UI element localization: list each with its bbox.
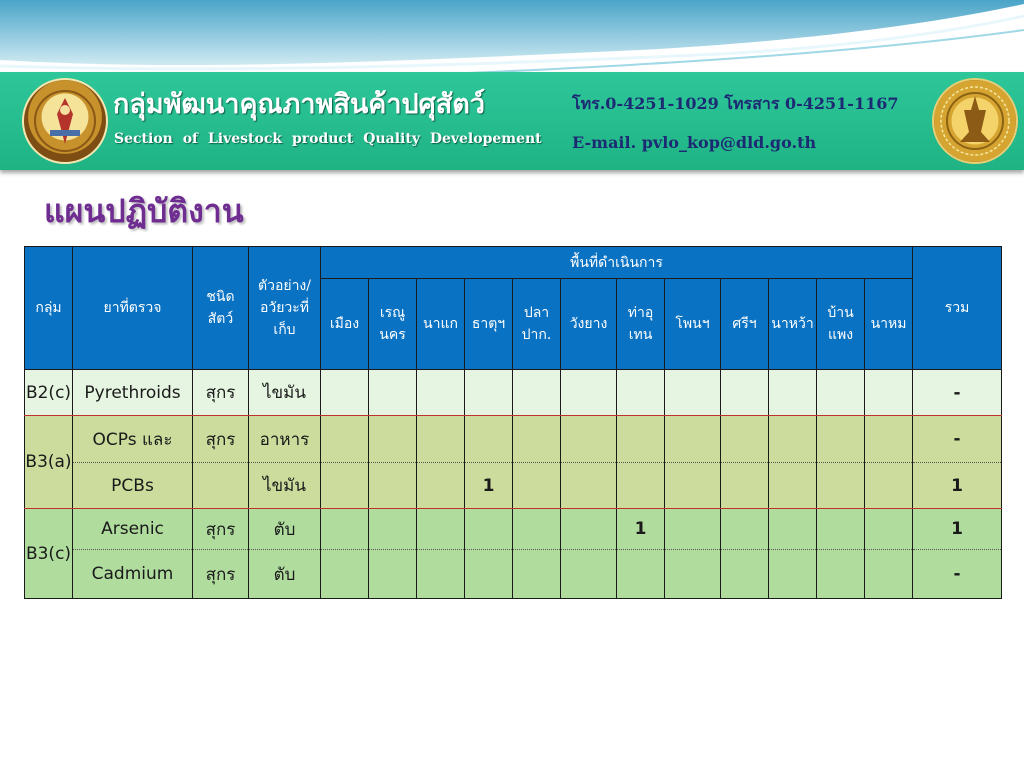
table-row	[25, 550, 1002, 599]
header-district: โพนฯ	[665, 279, 721, 370]
table-row	[25, 370, 1002, 416]
royal-emblem-icon	[22, 78, 108, 164]
department-seal-icon	[932, 78, 1018, 164]
district-count	[465, 370, 513, 416]
district-count	[665, 463, 721, 509]
group-code: B3(a)	[25, 416, 73, 509]
sample-type: ไขมัน	[249, 463, 321, 509]
group-code: B3(c)	[25, 509, 73, 599]
banner-title-thai: กลุ่มพัฒนาคุณภาพสินค้าปศุสัตว์	[113, 89, 485, 120]
district-count	[865, 416, 913, 463]
district-count	[513, 416, 561, 463]
banner-title-english: Section of Livestock product Quality Developement	[114, 131, 542, 147]
district-count	[321, 550, 369, 599]
district-count	[321, 416, 369, 463]
row-total: 1	[913, 463, 1002, 509]
district-count	[721, 509, 769, 550]
district-count	[769, 509, 817, 550]
row-total: 1	[913, 509, 1002, 550]
header-district: บ้าน แพง	[817, 279, 865, 370]
district-count	[321, 509, 369, 550]
district-count	[769, 550, 817, 599]
header-district: นาหว้า	[769, 279, 817, 370]
district-count	[721, 550, 769, 599]
header-district: วังยาง	[561, 279, 617, 370]
district-count	[865, 509, 913, 550]
header-group: กลุ่ม	[25, 247, 73, 370]
district-count	[369, 550, 417, 599]
drug-name: Pyrethroids	[73, 370, 193, 416]
animal-type	[193, 463, 249, 509]
district-count	[617, 463, 665, 509]
header-area: พื้นที่ดำเนินการ	[321, 247, 913, 279]
district-count	[513, 370, 561, 416]
animal-type: สุกร	[193, 550, 249, 599]
drug-name: PCBs	[73, 463, 193, 509]
district-count	[817, 416, 865, 463]
district-count	[465, 550, 513, 599]
district-count	[417, 370, 465, 416]
contact-email: E-mail. pvlo_kop@dld.go.th	[572, 133, 817, 152]
district-count	[465, 416, 513, 463]
header-total: รวม	[913, 247, 1002, 370]
table-row	[25, 509, 1002, 550]
header-district: ปลา ปาก.	[513, 279, 561, 370]
header-district: ท่าอุ เทน	[617, 279, 665, 370]
district-count	[369, 509, 417, 550]
district-count	[721, 370, 769, 416]
district-count	[561, 370, 617, 416]
district-count	[817, 463, 865, 509]
header-district: ธาตุฯ	[465, 279, 513, 370]
district-count	[417, 509, 465, 550]
header-district: นาแก	[417, 279, 465, 370]
district-count	[617, 416, 665, 463]
header-district: ศรีฯ	[721, 279, 769, 370]
page-title: แผนปฏิบัติงาน	[44, 192, 244, 230]
sample-type: ตับ	[249, 509, 321, 550]
district-count	[513, 550, 561, 599]
header-drug: ยาที่ตรวจ	[73, 247, 193, 370]
district-count	[465, 509, 513, 550]
district-count	[561, 509, 617, 550]
district-count	[865, 550, 913, 599]
header-animal: ชนิด สัตว์	[193, 247, 249, 370]
drug-name: Arsenic	[73, 509, 193, 550]
header-district: เรณู นคร	[369, 279, 417, 370]
district-count	[417, 416, 465, 463]
decorative-wave	[0, 0, 1024, 80]
district-count	[417, 550, 465, 599]
table-row	[25, 416, 1002, 463]
district-count	[665, 370, 721, 416]
animal-type: สุกร	[193, 509, 249, 550]
sample-type: ไขมัน	[249, 370, 321, 416]
district-count	[617, 550, 665, 599]
animal-type: สุกร	[193, 370, 249, 416]
district-count	[665, 416, 721, 463]
district-count	[721, 416, 769, 463]
row-total: -	[913, 550, 1002, 599]
district-count	[769, 463, 817, 509]
district-count	[369, 416, 417, 463]
district-count	[817, 550, 865, 599]
row-total: -	[913, 370, 1002, 416]
district-count	[513, 463, 561, 509]
drug-name: OCPs และ	[73, 416, 193, 463]
district-count	[561, 550, 617, 599]
contact-phone: โทร.0-4251-1029 โทรสาร 0-4251-1167	[572, 94, 899, 113]
district-count	[665, 509, 721, 550]
animal-type: สุกร	[193, 416, 249, 463]
district-count: 1	[617, 509, 665, 550]
district-count	[665, 550, 721, 599]
sample-type: ตับ	[249, 550, 321, 599]
row-total: -	[913, 416, 1002, 463]
district-count	[817, 509, 865, 550]
district-count	[369, 370, 417, 416]
work-plan-table	[24, 246, 1002, 599]
header-sample: ตัวอย่าง/ อวัยวะที่ เก็บ	[249, 247, 321, 370]
sample-type: อาหาร	[249, 416, 321, 463]
district-count	[865, 370, 913, 416]
district-count	[369, 463, 417, 509]
district-count	[513, 509, 561, 550]
table-row	[25, 463, 1002, 509]
district-count	[561, 463, 617, 509]
district-count	[321, 370, 369, 416]
district-count	[769, 416, 817, 463]
district-count	[817, 370, 865, 416]
header-district: เมือง	[321, 279, 369, 370]
district-count	[321, 463, 369, 509]
district-count	[865, 463, 913, 509]
district-count	[721, 463, 769, 509]
district-count: 1	[465, 463, 513, 509]
header-district: นาหม	[865, 279, 913, 370]
district-count	[417, 463, 465, 509]
district-count	[561, 416, 617, 463]
district-count	[769, 370, 817, 416]
district-count	[617, 370, 665, 416]
drug-name: Cadmium	[73, 550, 193, 599]
group-code: B2(c)	[25, 370, 73, 416]
header-banner	[0, 72, 1024, 170]
